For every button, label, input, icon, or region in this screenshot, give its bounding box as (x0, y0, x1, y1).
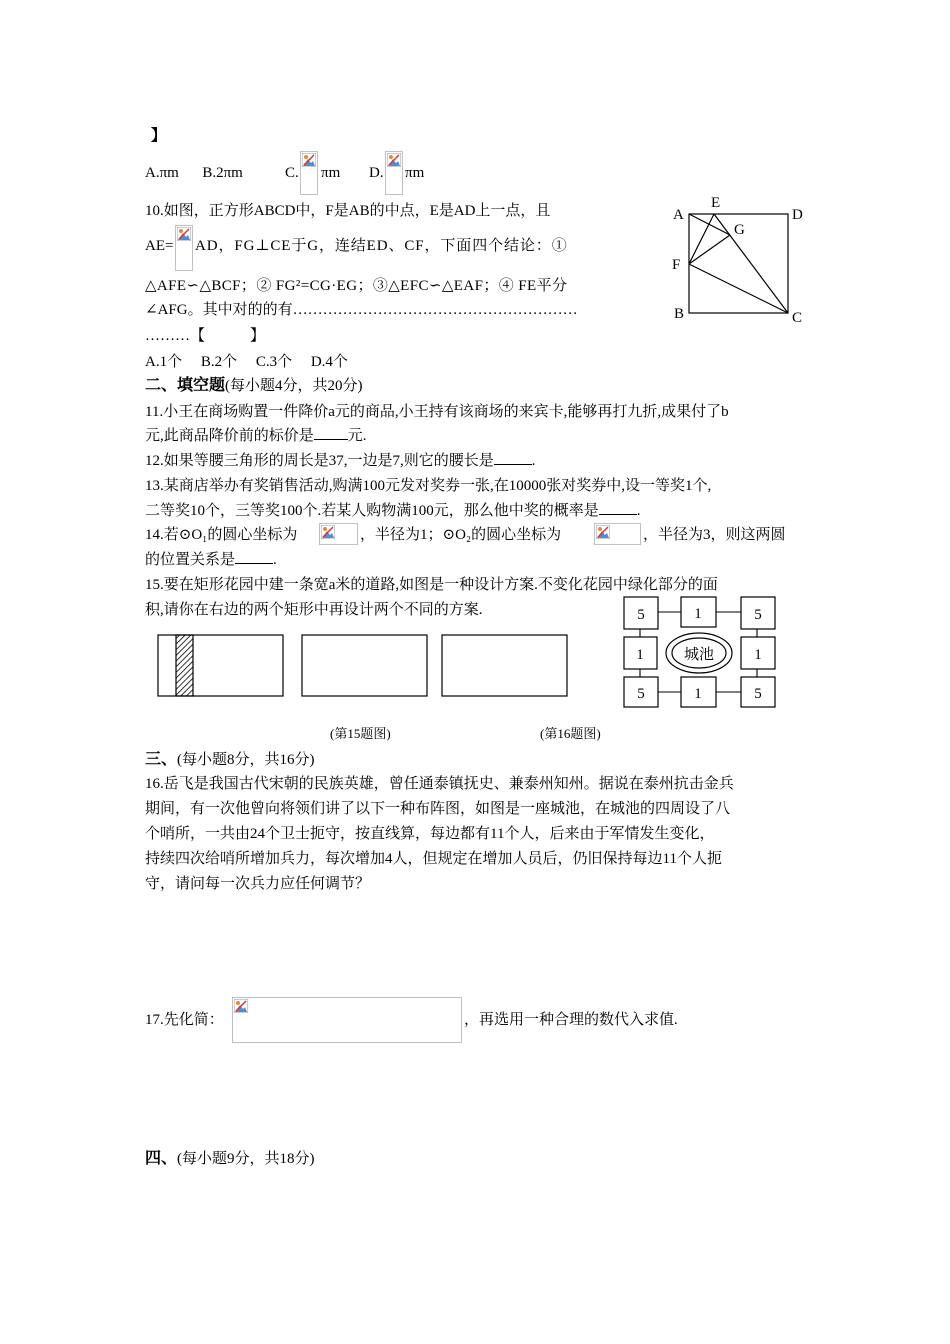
section3-note: (每小题8分，共16分) (177, 752, 315, 768)
segment-fc (689, 264, 788, 313)
broken-image-icon (596, 525, 610, 539)
q10-line2-prefix: AE= (145, 238, 174, 254)
q10-line1: 10.如图，正方形ABCD中，F是AB的中点，E是AD上一点，且 (145, 203, 551, 219)
section4-note: (每小题9分，共18分) (177, 1151, 315, 1167)
section3-title: 三、 (145, 749, 178, 768)
garden-rect-design-1[interactable] (302, 635, 427, 696)
post-count: 5 (637, 607, 645, 623)
q12 (145, 451, 536, 471)
broken-image-icon (177, 227, 191, 241)
q15-line1: 15.要在矩形花园中建一条宽a米的道路,如图是一种设计方案.不变化花园中绿化部分的面 (145, 577, 718, 593)
segment-ag (689, 214, 730, 235)
q16-line1: 16.岳飞是我国古代宋朝的民族英雄，曾任通泰镇抚史、兼泰州知州。据说在泰州抗击金兵 (145, 776, 734, 792)
q10-options: A.1个 B.2个 C.3个 D.4个 (145, 354, 348, 370)
q9-bracket: 】 (151, 128, 167, 144)
q14-part2: ，半径为1；⊙O₂的圆心坐标为 (360, 527, 562, 543)
fig16-caption: (第16题图) (540, 726, 601, 741)
segment-fg (689, 235, 730, 264)
section2-title: 二、填空题 (145, 375, 226, 394)
q16-figure (620, 595, 780, 713)
post-count: 1 (754, 647, 762, 663)
coordinate-image-placeholder (319, 523, 358, 545)
q9-option-d: D. (369, 165, 384, 181)
q10-line3: △AFE∽△BCF；② FG²=CG·EG；③△EFC∽△EAF；④ FE平分 (145, 278, 568, 294)
q11-line1: 11.小王在商场购置一件降价a元的商品,小王持有该商场的来宾卡,能够再打九折,成果付了b (145, 404, 729, 420)
q10-figure (665, 190, 815, 330)
q16-line3: 个哨所，一共由24个卫士扼守，按直线算，每边都有11个人，后来由于军情发生变化， (145, 826, 715, 842)
post-count: 1 (694, 686, 702, 702)
label-b: B (674, 306, 685, 322)
q16-line4: 持续四次给哨所增加兵力，每次增加4人，但规定在增加人员后，仍旧保持每边11个人扼 (145, 851, 722, 867)
label-g: G (734, 222, 745, 238)
fraction-image-placeholder (385, 151, 403, 195)
broken-image-icon (302, 153, 316, 167)
q10-line5: ………【 】 (145, 328, 266, 344)
broken-image-icon (321, 525, 335, 539)
q11-line2 (145, 426, 367, 446)
post-count: 5 (754, 607, 762, 623)
post-count: 5 (754, 686, 762, 702)
fig15-caption: (第15题图) (330, 726, 391, 741)
q9-option-c (285, 163, 299, 183)
label-c: C (792, 310, 803, 326)
q12-text: 12.如果等腰三角形的周长是37,一边是7,则它的腰长是 (145, 453, 494, 469)
q14-part3: ，半径为3，则这两圆 (643, 527, 786, 543)
q9-option-b: B.2πm (202, 165, 243, 181)
label-a: A (673, 207, 684, 223)
fraction-image-placeholder (175, 225, 193, 271)
q9-option-c-value: πm (321, 165, 341, 181)
q11-line2-end: 元. (347, 428, 367, 444)
q10-line2: AD，FG⊥CE于G，连结ED、CF，下面四个结论：① (195, 238, 568, 254)
post-count: 5 (637, 686, 645, 702)
q17-suffix: ，再选用一种合理的数代入求值. (464, 1012, 678, 1028)
q14-line2-end: . (273, 552, 277, 568)
q16-line2: 期间，有一次他曾向将领们讲了以下一种布阵图，如图是一座城池，在城池的四周设了八 (145, 801, 731, 817)
q13-line2 (145, 501, 641, 521)
answer-blank[interactable] (314, 439, 348, 440)
section2-heading (145, 375, 363, 396)
section4-heading (145, 1148, 315, 1169)
q10-line4: ∠AFG。其中对的的有………………………………………………… (145, 302, 578, 318)
q13-line2-end: . (636, 503, 641, 519)
q13-line1: 13.某商店举办有奖销售活动,购满100元发对奖券一张,在10000张对奖券中,设一等奖1个, (145, 478, 712, 494)
q9-options (145, 163, 243, 183)
segment-fe (689, 214, 714, 264)
fraction-image-placeholder (300, 151, 318, 195)
broken-image-icon (387, 153, 401, 167)
q15-line2: 积,请你在右边的两个矩形中再设计两个不同的方案. (145, 602, 483, 618)
q14-line2 (145, 550, 277, 570)
city-label: 城池 (683, 647, 715, 663)
q9-option-d-value: πm (405, 165, 425, 181)
answer-blank[interactable] (494, 464, 532, 465)
q14-line2-text: 的位置关系是 (145, 552, 236, 568)
garden-rect-design-2[interactable] (442, 635, 567, 696)
section2-note: (每小题4分，共20分) (225, 378, 363, 394)
q12-end: . (531, 453, 536, 469)
broken-image-icon (234, 999, 248, 1013)
q16-line5: 守，请问每一次兵力应任何调节？ (145, 876, 371, 892)
q15-figure (150, 630, 575, 702)
road-strip (176, 635, 193, 696)
q14-part1: 14.若⊙O₁的圆心坐标为 (145, 527, 298, 543)
coordinate-image-placeholder (594, 523, 641, 545)
post-count: 1 (694, 606, 702, 622)
expression-image-placeholder (232, 997, 462, 1043)
q9-option-a: A.πm (145, 165, 179, 181)
post-count: 1 (636, 647, 644, 663)
label-d: D (792, 207, 803, 223)
label-e: E (711, 195, 721, 211)
q9-option-c-label: C. (285, 165, 299, 181)
q13-line2-text: 二等奖10个，三等奖100个.若某人购物满100元，那么他中奖的概率是 (145, 503, 599, 519)
answer-blank[interactable] (599, 514, 637, 515)
label-f: F (672, 257, 681, 273)
q11-line2-text: 元,此商品降价前的标价是 (145, 428, 314, 444)
segment-ec (714, 214, 788, 313)
section3-heading (145, 749, 315, 770)
section4-title: 四、 (145, 1148, 178, 1167)
answer-blank[interactable] (235, 563, 273, 564)
q17-prefix: 17.先化简： (145, 1012, 224, 1028)
